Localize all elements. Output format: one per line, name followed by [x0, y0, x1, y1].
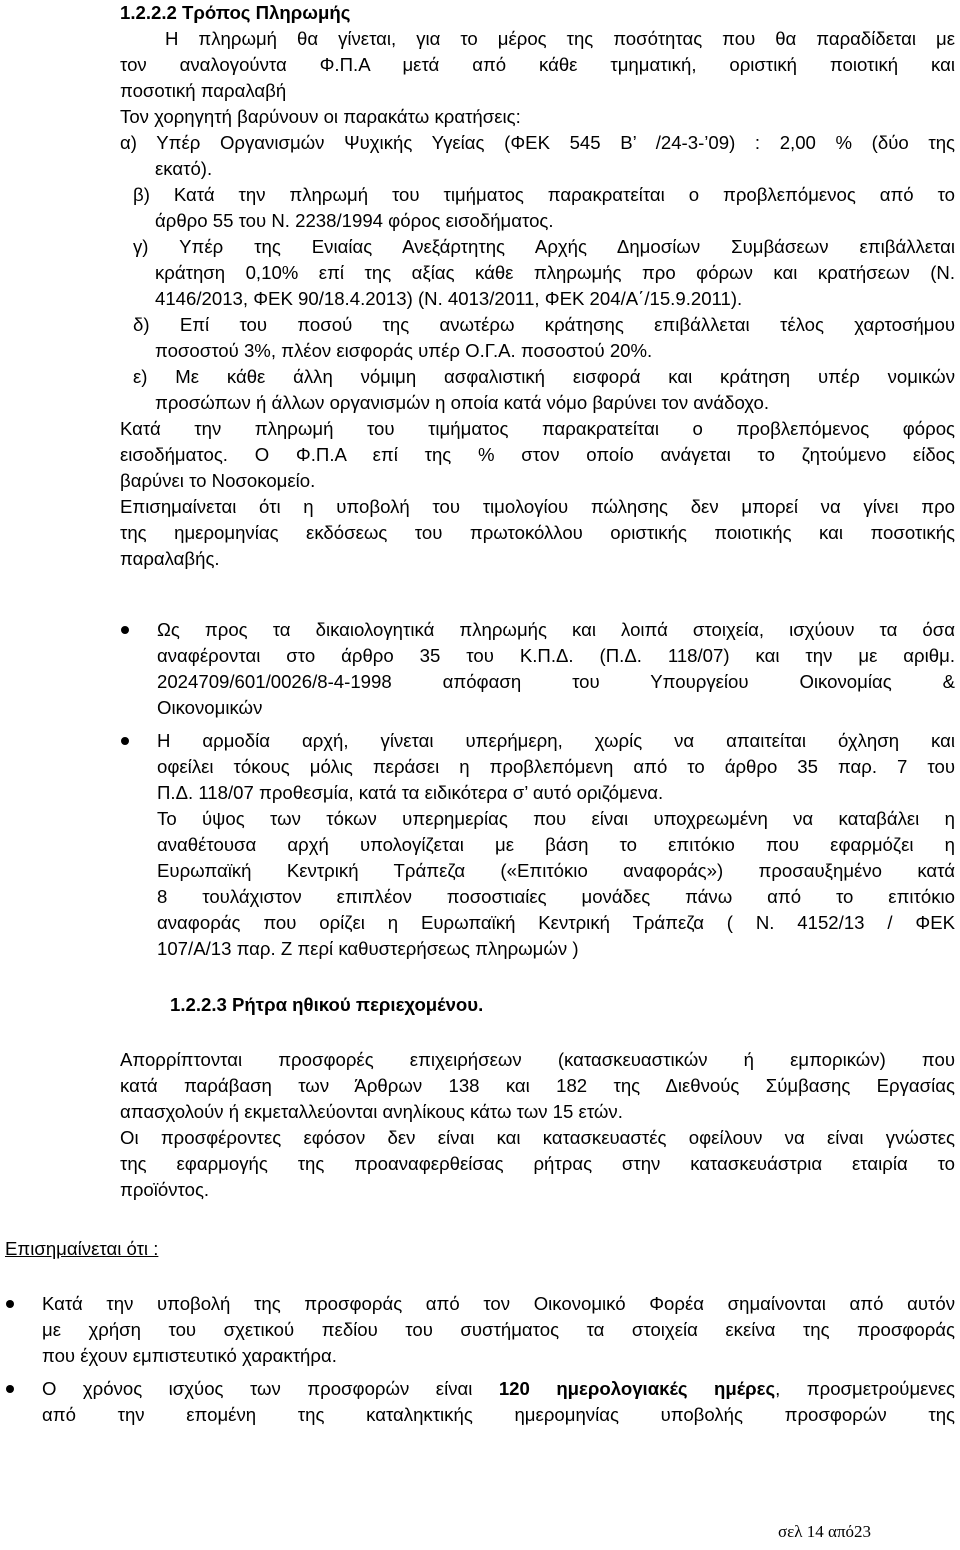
list-item-line: με χρήση του σχετικού πεδίου του συστήματος τα στοιχεία εκείνα της προσφοράς	[42, 1319, 955, 1340]
paragraph-line: 4146/2013, ΦΕΚ 90/18.4.2013) (Ν. 4013/2011, ΦΕΚ 204/Α΄/15.9.2011).	[155, 288, 743, 309]
paragraph-line: τον αναλογούντα Φ.Π.Α μετά από κάθε τμηματική, οριστική ποιοτική και	[120, 54, 955, 75]
paragraph-line: εισοδήματος. Ο Φ.Π.Α επί της % στον οποίο ανάγεται το ζητούμενο είδος	[120, 444, 955, 465]
bullet-icon	[6, 1385, 14, 1393]
paragraph-line: Επισημαίνεται ότι η υποβολή του τιμολογίου πώλησης δεν μπορεί να γίνει προ	[120, 496, 955, 517]
list-item-line: οφείλει τόκους μόλις περάσει η προβλεπόμενη από το άρθρο 35 παρ. 7 του	[157, 756, 955, 777]
page-number: σελ 14 από23	[778, 1522, 872, 1541]
validity-text: , προσμετρούμενες	[775, 1378, 956, 1399]
paragraph-line: β) Κατά την πληρωμή του τιμήματος παρακρατείται ο προβλεπόμενος από το	[133, 184, 955, 205]
paragraph-line: δ) Επί του ποσού της ανωτέρω κράτησης επιβάλλεται τέλος χαρτοσήμου	[133, 314, 955, 335]
list-item-line: Το ύψος των τόκων υπερημερίας που είναι υποχρεωμένη να καταβάλει η	[157, 808, 955, 829]
paragraph-line: της εφαρμογής της προαναφερθείσας ρήτρας στην κατασκευάστρια εταιρία το	[120, 1153, 955, 1174]
validity-text: Ο χρόνος ισχύος των προσφορών είναι	[42, 1378, 499, 1399]
list-item-line: αναφέρονται στο άρθρο 35 του Κ.Π.Δ. (Π.Δ. 118/07) και την με αριθμ.	[157, 645, 955, 666]
notice-heading: Επισημαίνεται ότι :	[5, 1238, 159, 1259]
paragraph-line: κράτηση 0,10% επί της αξίας κάθε πληρωμής προ φόρων και κρατήσεων (Ν.	[155, 262, 955, 283]
list-item-line: Ως προς τα δικαιολογητικά πληρωμής και λοιπά στοιχεία, ισχύουν τα όσα	[157, 619, 955, 640]
validity-days: 120 ημερολογιακές ημέρες	[498, 1378, 776, 1399]
bullet-icon	[6, 1300, 14, 1308]
paragraph-line: της ημερομηνίας εκδόσεως του πρωτοκόλλου οριστικής ποιοτικής και ποσοτικής	[120, 522, 955, 543]
paragraph-line: ποσοστού 3%, πλέον εισφοράς υπέρ Ο.Γ.Α. ποσοστού 20%.	[155, 340, 653, 361]
paragraph-line: βαρύνει το Νοσοκομείο.	[120, 470, 316, 491]
paragraph-line: ποσοτική παραλαβή	[120, 80, 287, 101]
paragraph-line: Τον χορηγητή βαρύνουν οι παρακάτω κρατήσεις:	[120, 106, 521, 127]
list-item-line: 8 τουλάχιστον επιπλέον ποσοστιαίες μονάδες πάνω από το επιτόκιο	[157, 886, 955, 907]
list-item-line: 2024709/601/0026/8-4-1998 απόφαση του Υπουργείου Οικονομίας &	[157, 671, 955, 692]
list-item-line: από την επομένη της καταληκτικής ημερομηνίας υποβολής προσφορών της	[42, 1404, 955, 1425]
paragraph-line: Απορρίπτονται προσφορές επιχειρήσεων (κατασκευαστικών ή εμπορικών) που	[120, 1049, 955, 1070]
paragraph-line: Οι προσφέροντες εφόσον δεν είναι και κατασκευαστές οφείλουν να είναι γνώστες	[120, 1127, 955, 1148]
list-item-line: Π.Δ. 118/07 προθεσμία, κατά τα ειδικότερα σ’ αυτό οριζόμενα.	[157, 782, 664, 803]
paragraph-line: άρθρο 55 του Ν. 2238/1994 φόρος εισοδήματος.	[155, 210, 554, 231]
section-heading: 1.2.2.3 Ρήτρα ηθικού περιεχομένου.	[170, 994, 484, 1015]
paragraph-line: Η πληρωμή θα γίνεται, για το μέρος της ποσότητας που θα παραδίδεται με	[165, 28, 955, 49]
list-item-line: Ευρωπαϊκή Κεντρική Τράπεζα («Επιτόκιο αναφοράς») προσαυξημένο κατά	[157, 860, 955, 881]
paragraph-line: προσώπων ή άλλων οργανισμών η οποία κατά νόμο βαρύνει τον ανάδοχο.	[155, 392, 770, 413]
bullet-icon	[121, 626, 129, 634]
list-item-line: 107/Α/13 παρ. Ζ περί καθυστερήσεως πληρωμών )	[157, 938, 579, 959]
paragraph-line: απασχολούν ή εκμεταλλεύονται ανηλίκους κάτω των 15 ετών.	[120, 1101, 623, 1122]
section-heading: 1.2.2.2 Τρόπος Πληρωμής	[120, 2, 351, 23]
paragraph-line: εκατό).	[155, 158, 213, 179]
bullet-icon	[121, 737, 129, 745]
paragraph-line: Κατά την πληρωμή του τιμήματος παρακρατείται ο προβλεπόμενος φόρος	[120, 418, 955, 439]
list-item-line: αναφοράς που ορίζει η Ευρωπαϊκή Κεντρική Τράπεζα ( Ν. 4152/13 / ΦΕΚ	[157, 912, 955, 933]
paragraph-line: προϊόντος.	[120, 1179, 210, 1200]
list-item-line	[42, 1376, 955, 1402]
paragraph-line: γ) Υπέρ της Ενιαίας Ανεξάρτητης Αρχής Δημοσίων Συμβάσεων επιβάλλεται	[133, 236, 955, 257]
list-item-line: Οικονομικών	[157, 697, 263, 718]
paragraph-line: α) Υπέρ Οργανισμών Ψυχικής Υγείας (ΦΕΚ 545 Β’ /24-3-’09) : 2,00 % (δύο της	[120, 132, 955, 153]
paragraph-line: παραλαβής.	[120, 548, 220, 569]
list-item-line: αναθέτουσα αρχή υπολογίζεται με βάση το επιτόκιο που εφαρμόζει η	[157, 834, 955, 855]
paragraph-line: κατά παράβαση των Άρθρων 138 και 182 της Διεθνούς Σύμβασης Εργασίας	[120, 1075, 955, 1096]
paragraph-line: ε) Με κάθε άλλη νόμιμη ασφαλιστική εισφορά και κράτηση υπέρ νομικών	[133, 366, 955, 387]
list-item-line: που έχουν εμπιστευτικό χαρακτήρα.	[42, 1345, 337, 1366]
list-item-line: Η αρμοδία αρχή, γίνεται υπερήμερη, χωρίς να απαιτείται όχληση και	[157, 730, 955, 751]
list-item-line: Κατά την υποβολή της προσφοράς από τον Οικονομικό Φορέα σημαίνονται από αυτόν	[42, 1293, 955, 1314]
